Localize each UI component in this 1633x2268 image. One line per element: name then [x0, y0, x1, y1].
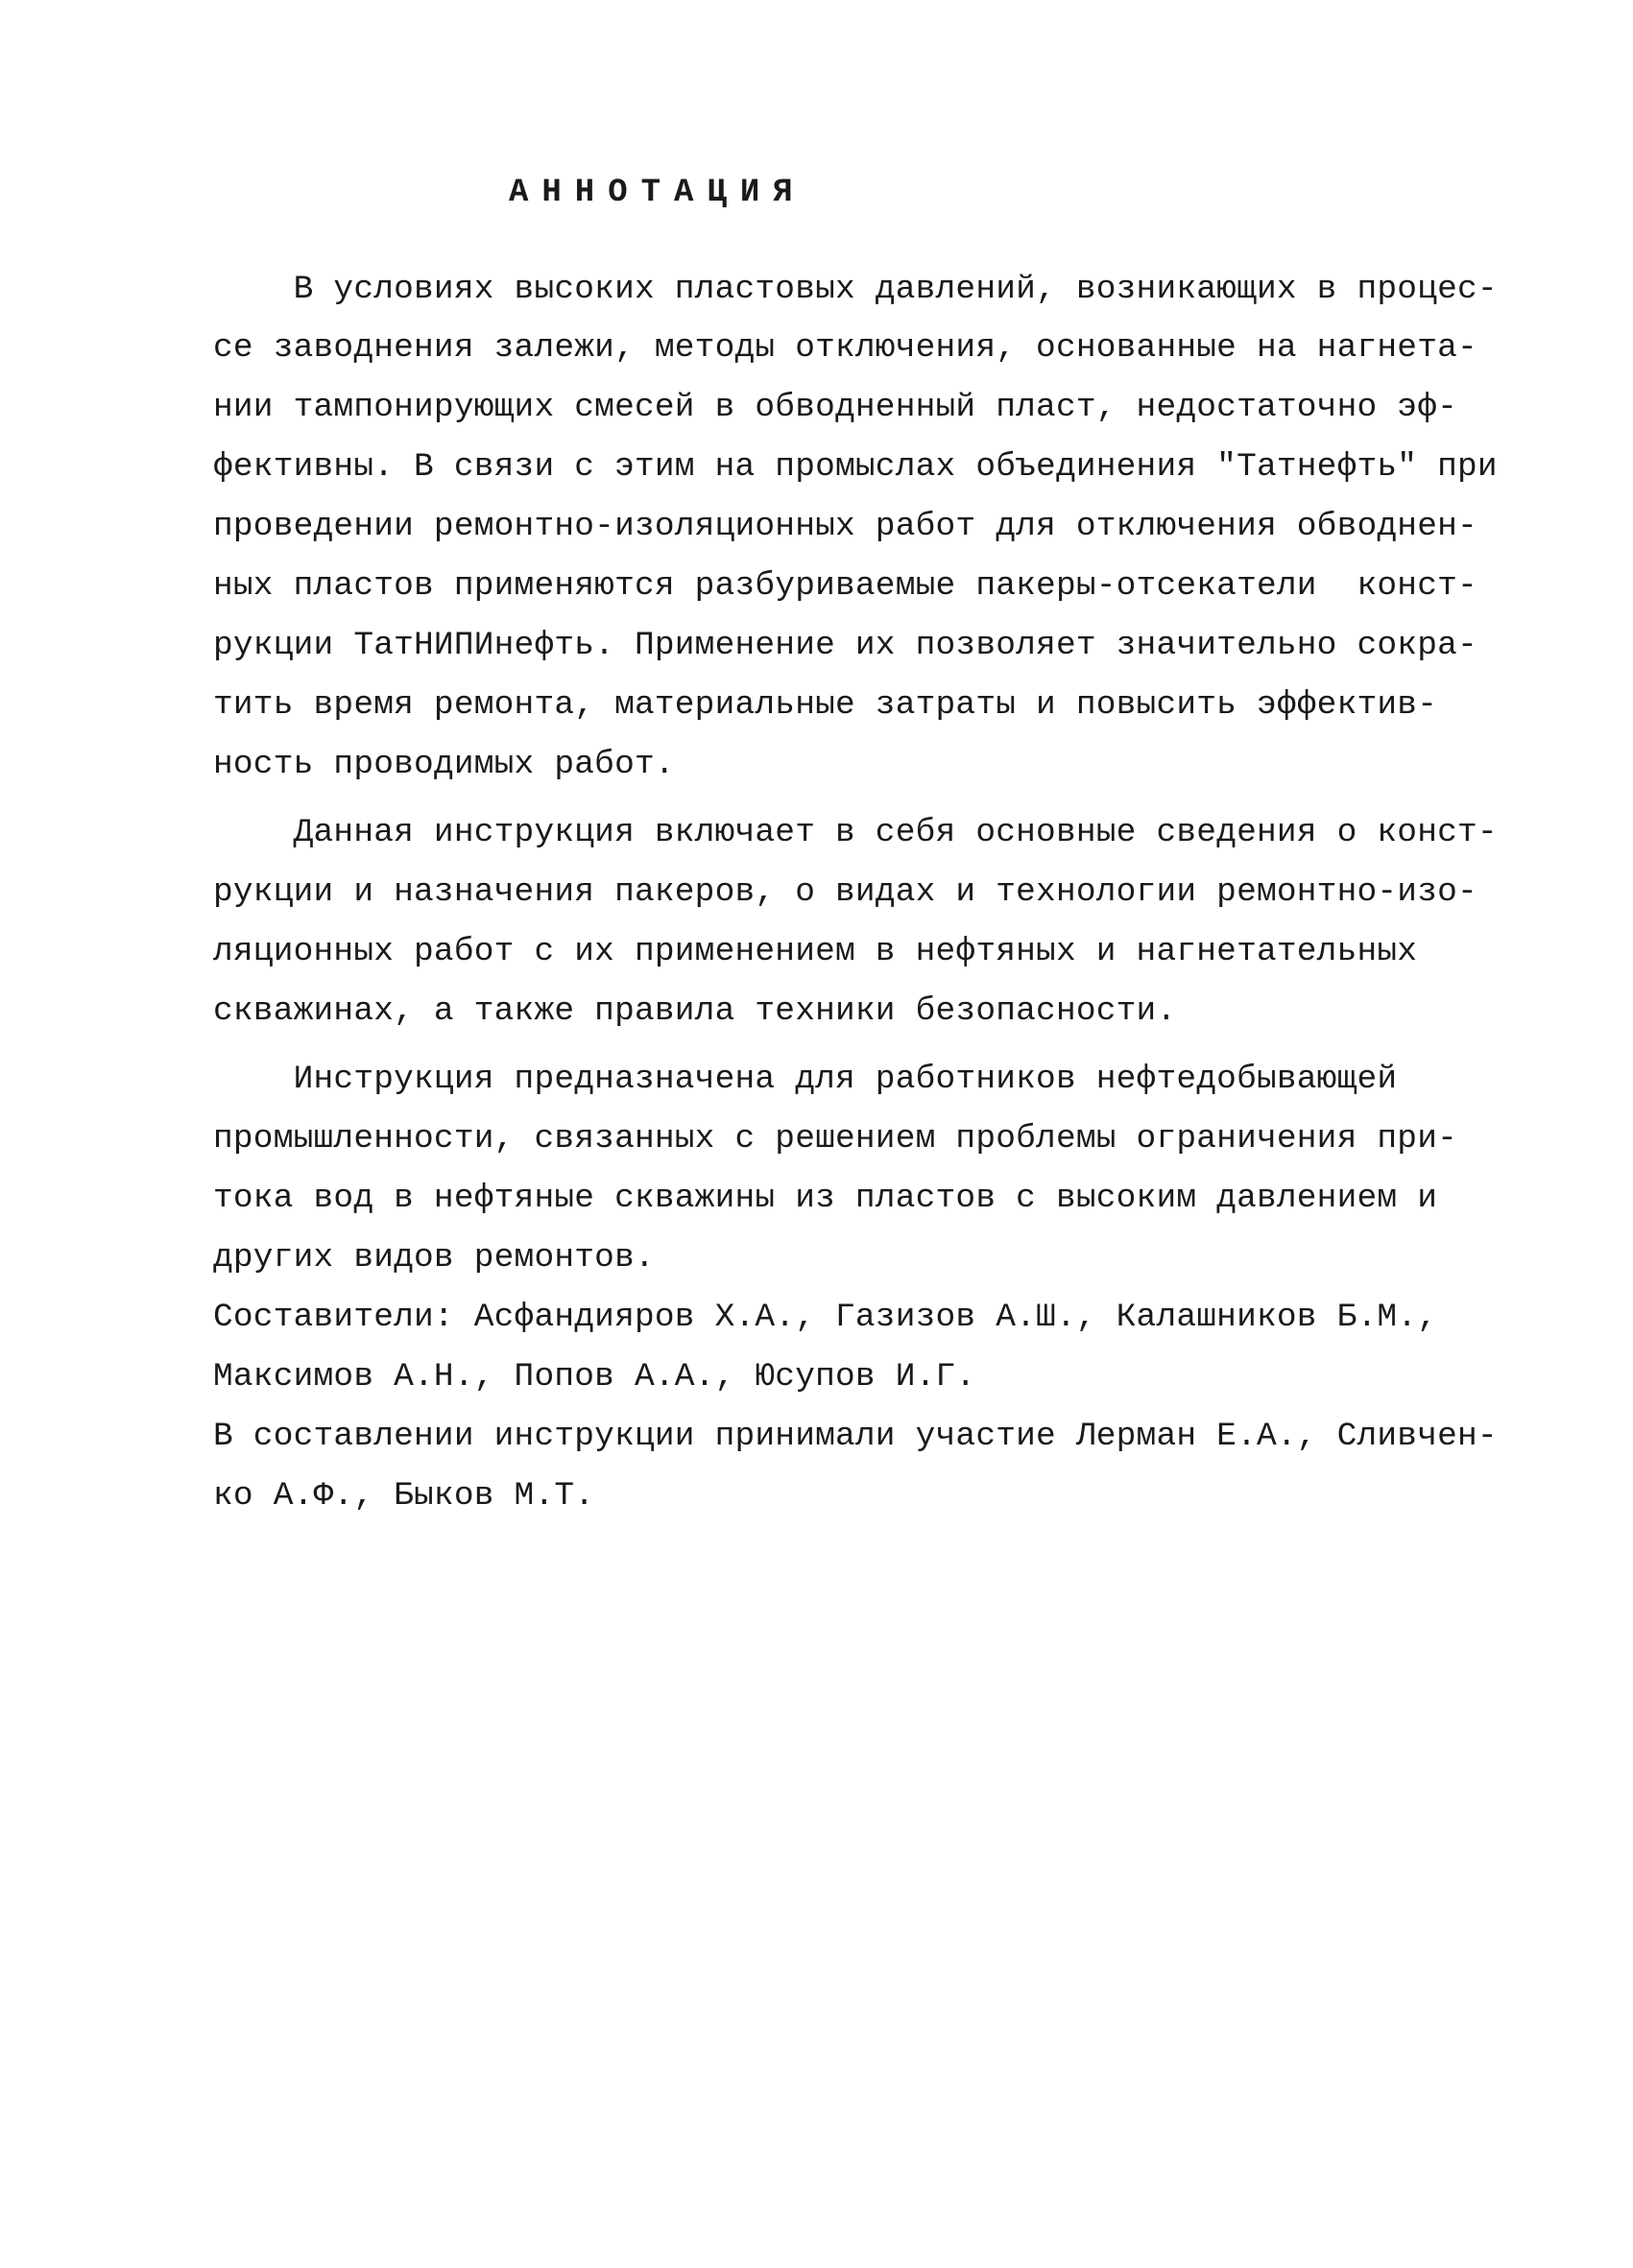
text-line: тока вод в нефтяные скважины из пластов с высоким давлением и [213, 1180, 1438, 1217]
text-line: нии тампонирующих смесей в обводненный пласт, недостаточно эф- [213, 389, 1458, 426]
text-line: проведении ремонтно-изоляционных работ для отключения обводнен- [213, 508, 1477, 545]
text-line: других видов ремонтов. [213, 1239, 655, 1277]
text-line: ляционных работ с их применением в нефтяных и нагнетательных [213, 933, 1418, 970]
text-line: рукции ТатНИПИнефть. Применение их позволяет значительно сокра- [213, 627, 1477, 664]
contributors-line: ко А.Ф., Быков М.Т. [213, 1477, 595, 1515]
text-line: се заводнения залежи, методы отключения, основанные на нагнета- [213, 329, 1477, 367]
text-line: промышленности, связанных с решением проблемы ограничения при- [213, 1120, 1458, 1158]
contributors-line: В составлении инструкции принимали участие Лерман Е.А., Сливчен- [213, 1418, 1498, 1455]
authors-line: Составители: Асфандияров Х.А., Газизов А.Ш., Калашников Б.М., [213, 1299, 1438, 1336]
text-line: Инструкция предназначена для работников нефтедобывающей [213, 1061, 1398, 1098]
page-title: АННОТАЦИЯ [509, 175, 806, 211]
text-line: фективны. В связи с этим на промыслах объединения "Татнефть" при [213, 448, 1498, 486]
text-line: ность проводимых работ. [213, 746, 675, 783]
text-line: рукции и назначения пакеров, о видах и технологии ремонтно-изо- [213, 873, 1477, 911]
text-line: Данная инструкция включает в себя основные сведения о конст- [213, 814, 1498, 851]
text-line: В условиях высоких пластовых давлений, возникающих в процес- [213, 271, 1498, 308]
text-line: скважинах, а также правила техники безопасности. [213, 992, 1177, 1030]
authors-line: Максимов А.Н., Попов А.А., Юсупов И.Г. [213, 1358, 976, 1396]
text-line: ных пластов применяются разбуриваемые пакеры-отсекатели конст- [213, 567, 1477, 605]
text-line: тить время ремонта, материальные затраты и повысить эффектив- [213, 686, 1438, 724]
